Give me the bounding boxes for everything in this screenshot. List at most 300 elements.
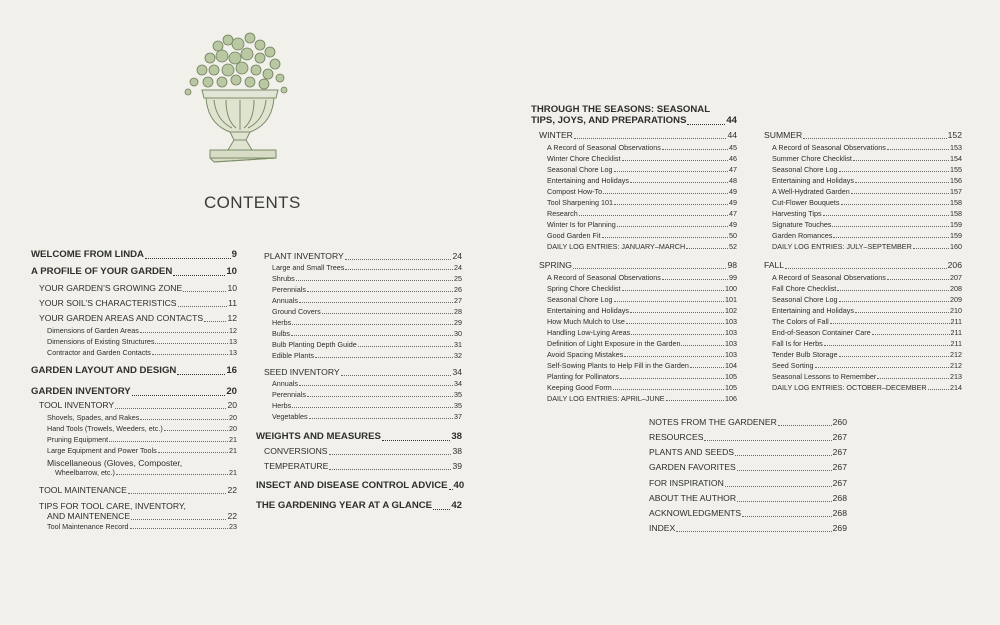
dot-leader — [839, 301, 949, 302]
toc-entry-your-soil-s-characteristics[interactable] — [39, 299, 237, 308]
toc-page-number: 160 — [950, 242, 962, 251]
toc-entry-title: Herbs — [272, 318, 292, 327]
toc-entry-winter-is-for-planning[interactable] — [547, 221, 737, 228]
toc-entry-title: Harvesting Tips — [772, 209, 822, 218]
dot-leader — [614, 301, 724, 302]
toc-entry-title: DAILY LOG ENTRIES: JANUARY–MARCH — [547, 242, 686, 251]
toc-entry-title: Edible Plants — [272, 351, 314, 360]
toc-page-number: 155 — [950, 165, 962, 174]
toc-entry-seasonal-chore-log[interactable] — [547, 166, 737, 173]
toc-page-number: 159 — [950, 231, 962, 240]
toc-entry-garden-layout-and-design[interactable] — [31, 366, 237, 376]
toc-entry-planting-for-pollinators[interactable] — [547, 373, 737, 380]
dot-leader — [309, 418, 453, 419]
toc-entry-garden-inventory[interactable] — [31, 387, 237, 397]
toc-page-number: 10 — [227, 283, 237, 293]
toc-entry-research[interactable] — [547, 210, 737, 217]
toc-entry-title: GARDEN INVENTORY — [31, 386, 131, 397]
toc-page-number: 22 — [227, 485, 237, 495]
toc-entry-harvesting-tips[interactable] — [772, 210, 962, 217]
toc-entry-conversions[interactable] — [264, 447, 462, 456]
toc-entry-title: Dimensions of Existing Structures — [47, 337, 155, 346]
toc-entry-daily-log-entries-april-june[interactable] — [547, 395, 737, 402]
toc-entry-title: Seasonal Chore Log — [547, 165, 613, 174]
toc-page-number: 212 — [950, 350, 962, 359]
toc-entry-title: Summer Chore Checklist — [772, 154, 852, 163]
toc-entry-title: Contractor and Garden Contacts — [47, 348, 151, 357]
dot-leader — [662, 279, 728, 280]
toc-page-number: 103 — [725, 317, 737, 326]
toc-entry-tool-maintenance-record[interactable] — [47, 523, 237, 530]
toc-page-number: 20 — [229, 424, 237, 433]
dot-leader — [617, 226, 728, 227]
dot-leader — [115, 408, 226, 409]
toc-entry-title: CONVERSIONS — [264, 446, 328, 456]
toc-entry-acknowledgments[interactable] — [649, 509, 847, 518]
dot-leader — [204, 321, 226, 322]
toc-page-number: 11 — [228, 298, 237, 308]
toc-page-number: 268 — [832, 493, 847, 503]
toc-entry-title: A PROFILE OF YOUR GARDEN — [31, 266, 173, 277]
dot-leader — [613, 389, 724, 390]
dot-leader — [725, 486, 832, 487]
dot-leader — [676, 531, 831, 532]
toc-entry-title: YOUR GARDEN AREAS AND CONTACTS — [39, 313, 204, 323]
toc-entry-seasonal-chore-log[interactable] — [547, 296, 737, 303]
toc-entry-title: A Record of Seasonal Observations — [772, 273, 886, 282]
toc-page-number: 268 — [832, 508, 847, 518]
dot-leader — [833, 237, 949, 238]
toc-entry-wheelbarrow-etc[interactable] — [55, 469, 237, 476]
toc-entry-a-record-of-seasonal-observations[interactable] — [547, 144, 737, 151]
flower-urn-icon — [180, 28, 300, 170]
toc-page-number: 34 — [454, 379, 462, 388]
toc-page-number: 212 — [950, 361, 962, 370]
toc-entry-winter[interactable] — [539, 131, 737, 140]
dot-leader — [140, 332, 228, 333]
dot-leader — [574, 138, 727, 139]
toc-entry-plant-inventory[interactable] — [264, 252, 462, 261]
toc-entry-title: TEMPERATURE — [264, 461, 329, 471]
toc-page-number: 35 — [454, 401, 462, 410]
toc-entry-daily-log-entries-january-march[interactable] — [547, 243, 737, 250]
dot-leader — [128, 493, 227, 494]
toc-page-number: 50 — [729, 231, 737, 240]
toc-entry-resources[interactable] — [649, 433, 847, 442]
toc-page-number: 157 — [950, 187, 962, 196]
dot-leader — [855, 312, 949, 313]
toc-entry-fall-is-for-herbs[interactable] — [772, 340, 962, 347]
toc-entry-pruning-equipment[interactable] — [47, 436, 237, 443]
dot-leader — [737, 470, 832, 471]
toc-entry-and-maintenence[interactable] — [47, 512, 237, 521]
toc-entry-hand-tools-trowels-weeders-etc[interactable] — [47, 425, 237, 432]
toc-entry-title: Fall Is for Herbs — [772, 339, 823, 348]
toc-page-number: 154 — [950, 154, 962, 163]
toc-entry-title: NOTES FROM THE GARDENER — [649, 417, 777, 427]
toc-page-number: 99 — [729, 273, 737, 282]
toc-entry-shrubs[interactable] — [272, 275, 462, 282]
toc-entry-shovels-spades-and-rakes[interactable] — [47, 414, 237, 421]
toc-entry-tender-bulb-storage[interactable] — [772, 351, 962, 358]
toc-page-number: 206 — [947, 260, 962, 270]
dot-leader — [855, 182, 949, 183]
dot-leader — [785, 268, 947, 269]
toc-entry-title: Seasonal Lessons to Remember — [772, 372, 877, 381]
toc-entry-a-profile-of-your-garden[interactable] — [31, 267, 237, 277]
toc-page-number: 32 — [454, 351, 462, 360]
toc-page-number: 26 — [454, 285, 462, 294]
dot-leader — [687, 124, 725, 125]
toc-entry-edible-plants[interactable] — [272, 352, 462, 359]
toc-entry-title: WINTER — [539, 130, 573, 140]
page-title: CONTENTS — [204, 193, 301, 212]
toc-page-number: 153 — [950, 143, 962, 152]
toc-page-number: 30 — [454, 329, 462, 338]
toc-entry-title: DAILY LOG ENTRIES: APRIL–JUNE — [547, 394, 665, 403]
toc-entry-annuals[interactable] — [272, 297, 462, 304]
toc-entry-title: DAILY LOG ENTRIES: JULY–SEPTEMBER — [772, 242, 912, 251]
toc-entry-your-garden-areas-and-contacts[interactable] — [39, 314, 237, 323]
dot-leader — [887, 279, 949, 280]
dot-leader — [622, 160, 729, 161]
toc-page-number: 42 — [451, 500, 462, 511]
toc-entry-fall-chore-checklist[interactable] — [772, 285, 962, 292]
toc-page-number: 106 — [725, 394, 737, 403]
toc-entry-keeping-good-form[interactable] — [547, 384, 737, 391]
toc-page-number: 34 — [452, 367, 462, 377]
toc-entry-title: Vegetables — [272, 412, 308, 421]
toc-page-number: 156 — [950, 176, 962, 185]
toc-page-number: 44 — [727, 130, 737, 140]
toc-entry-title: How Much Mulch to Use — [547, 317, 625, 326]
toc-page-number: 35 — [454, 390, 462, 399]
toc-entry-herbs[interactable] — [272, 402, 462, 409]
toc-entry-title: Pruning Equipment — [47, 435, 109, 444]
toc-entry-summer-chore-checklist[interactable] — [772, 155, 962, 162]
toc-entry-self-sowing-plants-to-help-fill-in-the-g[interactable] — [547, 362, 737, 369]
toc-page-number: 12 — [227, 313, 237, 323]
toc-entry-title: WELCOME FROM LINDA — [31, 249, 144, 260]
toc-entry-garden-favorites[interactable] — [649, 463, 847, 472]
toc-entry-fall[interactable] — [764, 261, 962, 270]
toc-entry-title-line1: Miscellaneous (Gloves, Composter, — [47, 458, 183, 468]
toc-page-number: 21 — [229, 468, 237, 477]
dot-leader — [382, 440, 450, 441]
toc-page-number: 38 — [452, 446, 462, 456]
toc-entry-perennials[interactable] — [272, 286, 462, 293]
toc-page-number: 158 — [950, 209, 962, 218]
dot-leader — [624, 356, 724, 357]
toc-entry-title: YOUR SOIL’S CHARACTERISTICS — [39, 298, 177, 308]
toc-page-number: 103 — [725, 339, 737, 348]
toc-entry-title: Cut-Flower Bouquets — [772, 198, 840, 207]
toc-entry-title: WEIGHTS AND MEASURES — [256, 431, 381, 442]
toc-entry-title: FALL — [764, 260, 785, 270]
toc-entry-daily-log-entries-july-september[interactable] — [772, 243, 962, 250]
toc-entry-index[interactable] — [649, 524, 847, 533]
toc-entry-title: Self-Sowing Plants to Help Fill in the Garden — [547, 361, 689, 370]
dot-leader — [296, 280, 453, 281]
toc-entry-large-and-small-trees[interactable] — [272, 264, 462, 271]
toc-entry-for-inspiration[interactable] — [649, 479, 847, 488]
toc-entry-winter-chore-checklist[interactable] — [547, 155, 737, 162]
toc-entry-title: Seasonal Chore Log — [547, 295, 613, 304]
toc-page-number: 103 — [725, 350, 737, 359]
toc-entry-the-colors-of-fall[interactable] — [772, 318, 962, 325]
toc-page-number: 23 — [229, 522, 237, 531]
dot-leader — [341, 375, 452, 376]
dot-leader — [329, 454, 452, 455]
dot-leader — [140, 419, 228, 420]
toc-entry-title: Planting for Pollinators — [547, 372, 619, 381]
toc-page-number: 267 — [832, 462, 847, 472]
toc-page-number: 21 — [229, 435, 237, 444]
toc-entry-dimensions-of-existing-structures[interactable] — [47, 338, 237, 345]
toc-entry-seasonal-chore-log[interactable] — [772, 166, 962, 173]
toc-entry-tips-joys-and-preparations[interactable] — [531, 116, 737, 126]
toc-entry-title: Seed Sorting — [772, 361, 814, 370]
toc-page-number: 158 — [950, 198, 962, 207]
toc-entry-a-record-of-seasonal-observations[interactable] — [772, 144, 962, 151]
toc-entry-title: Annuals — [272, 379, 298, 388]
toc-entry-title: Dimensions of Garden Areas — [47, 326, 139, 335]
toc-entry-ground-covers[interactable] — [272, 308, 462, 315]
toc-entry-contractor-and-garden-contacts[interactable] — [47, 349, 237, 356]
toc-page-number: 98 — [727, 260, 737, 270]
toc-entry-title: PLANTS AND SEEDS — [649, 447, 735, 457]
toc-page-number: 267 — [832, 478, 847, 488]
dot-leader — [690, 367, 724, 368]
dot-leader — [620, 378, 724, 379]
dot-leader — [299, 302, 453, 303]
toc-entry-title: Perennials — [272, 390, 306, 399]
dot-leader — [823, 215, 949, 216]
toc-entry-about-the-author[interactable] — [649, 494, 847, 503]
toc-entry-plants-and-seeds[interactable] — [649, 448, 847, 457]
toc-entry-summer[interactable] — [764, 131, 962, 140]
toc-entry-vegetables[interactable] — [272, 413, 462, 420]
dot-leader — [887, 149, 949, 150]
toc-entry-spring-chore-checklist[interactable] — [547, 285, 737, 292]
toc-page-number: 105 — [725, 372, 737, 381]
toc-page-number: 46 — [729, 154, 737, 163]
toc-entry-title: TOOL MAINTENANCE — [39, 485, 127, 495]
toc-entry-entertaining-and-holidays[interactable] — [772, 307, 962, 314]
toc-entry-compost-how-to[interactable] — [547, 188, 737, 195]
toc-entry-title: Winter Is for Planning — [547, 220, 616, 229]
toc-entry-title: Annuals — [272, 296, 298, 305]
toc-page-number: 20 — [226, 386, 237, 397]
toc-page-number: 24 — [454, 263, 462, 272]
dot-leader — [630, 182, 728, 183]
toc-entry-welcome-from-linda[interactable] — [31, 250, 237, 260]
toc-entry-title: The Colors of Fall — [772, 317, 829, 326]
toc-entry-spring[interactable] — [539, 261, 737, 270]
toc-entry-title: SUMMER — [764, 130, 803, 140]
toc-entry-title: Large Equipment and Power Tools — [47, 446, 157, 455]
toc-entry-end-of-season-container-care[interactable] — [772, 329, 962, 336]
toc-entry-title: Bulb Planting Depth Guide — [272, 340, 357, 349]
toc-page-number: 24 — [452, 251, 462, 261]
toc-entry-title: Good Garden Fit — [547, 231, 601, 240]
toc-page-number: 44 — [726, 115, 737, 126]
toc-page-number: 208 — [950, 284, 962, 293]
dot-leader — [830, 323, 950, 324]
toc-entry-seed-sorting[interactable] — [772, 362, 962, 369]
dot-leader — [737, 501, 832, 502]
toc-entry-signature-touches[interactable] — [772, 221, 962, 228]
dot-leader — [877, 378, 949, 379]
toc-page-number: 207 — [950, 273, 962, 282]
dot-leader — [666, 400, 724, 401]
dot-leader — [177, 374, 225, 375]
toc-entry-weights-and-measures[interactable] — [256, 432, 462, 442]
toc-entry-title: INSECT AND DISEASE CONTROL ADVICE — [256, 480, 448, 491]
toc-entry-garden-romances[interactable] — [772, 232, 962, 239]
toc-entry-daily-log-entries-october-december[interactable] — [772, 384, 962, 391]
toc-entry-entertaining-and-holidays[interactable] — [772, 177, 962, 184]
toc-entry-title: Ground Covers — [272, 307, 321, 316]
toc-entry-handling-low-lying-areas[interactable] — [547, 329, 737, 336]
toc-page-number: 10 — [226, 266, 237, 277]
toc-entry-annuals[interactable] — [272, 380, 462, 387]
dot-leader — [839, 171, 949, 172]
dot-leader — [815, 367, 949, 368]
toc-page-number: 267 — [832, 432, 847, 442]
toc-entry-tool-maintenance[interactable] — [39, 486, 237, 495]
toc-entry-good-garden-fit[interactable] — [547, 232, 737, 239]
dot-leader — [602, 237, 728, 238]
toc-entry-temperature[interactable] — [264, 462, 462, 471]
toc-entry-title: RESOURCES — [649, 432, 704, 442]
toc-entry-title: Research — [547, 209, 578, 218]
toc-entry-cut-flower-bouquets[interactable] — [772, 199, 962, 206]
toc-entry-seed-inventory[interactable] — [264, 368, 462, 377]
dot-leader — [851, 193, 949, 194]
dot-leader — [178, 306, 228, 307]
dot-leader — [603, 193, 728, 194]
toc-entry-title: Entertaining and Holidays — [772, 306, 854, 315]
toc-page-number: 27 — [454, 296, 462, 305]
dot-leader — [704, 440, 831, 441]
toc-page-number: 260 — [832, 417, 847, 427]
toc-entry-dimensions-of-garden-areas[interactable] — [47, 327, 237, 334]
toc-page-number: 211 — [950, 328, 962, 337]
toc-page-number: 28 — [454, 307, 462, 316]
toc-page-number: 209 — [950, 295, 962, 304]
dot-leader — [358, 346, 453, 347]
toc-entry-title: Winter Chore Checklist — [547, 154, 621, 163]
toc-entry-seasonal-chore-log[interactable] — [772, 296, 962, 303]
dot-leader — [662, 149, 728, 150]
toc-entry-large-equipment-and-power-tools[interactable] — [47, 447, 237, 454]
toc-entry-title: Handling Low-Lying Areas — [547, 328, 631, 337]
toc-entry-title: Shovels, Spades, and Rakes — [47, 413, 140, 422]
toc-entry-definition-of-light-exposure-in-the-gard[interactable] — [547, 340, 737, 347]
toc-entry-a-record-of-seasonal-observations[interactable] — [772, 274, 962, 281]
toc-entry-entertaining-and-holidays[interactable] — [547, 307, 737, 314]
toc-entry-how-much-mulch-to-use[interactable] — [547, 318, 737, 325]
toc-entry-title: Spring Chore Checklist — [547, 284, 621, 293]
dot-leader — [292, 324, 453, 325]
dot-leader — [626, 323, 724, 324]
toc-page-number: 102 — [725, 306, 737, 315]
dot-leader — [681, 345, 724, 346]
toc-entry-your-garden-s-growing-zone[interactable] — [39, 284, 237, 293]
toc-entry-title: End-of-Season Container Care — [772, 328, 871, 337]
toc-entry-the-gardening-year-at-a-glance[interactable] — [256, 501, 462, 511]
toc-page-number: 37 — [454, 412, 462, 421]
dot-leader — [345, 259, 452, 260]
dot-leader — [292, 407, 453, 408]
dot-leader — [614, 204, 728, 205]
toc-entry-avoid-spacing-mistakes[interactable] — [547, 351, 737, 358]
toc-page-number: 100 — [725, 284, 737, 293]
toc-entry-title: A Record of Seasonal Observations — [547, 143, 661, 152]
toc-entry-title: Tender Bulb Storage — [772, 350, 838, 359]
toc-entry-title: Bulbs — [272, 329, 290, 338]
toc-entry-a-well-hydrated-garden[interactable] — [772, 188, 962, 195]
dot-leader — [630, 312, 724, 313]
toc-entry-title: A Record of Seasonal Observations — [772, 143, 886, 152]
toc-page-number: 214 — [950, 383, 962, 392]
toc-entry-title: GARDEN LAYOUT AND DESIGN — [31, 365, 177, 376]
toc-seasons-heading-line1: THROUGH THE SEASONS: SEASONAL — [531, 104, 711, 115]
dot-leader — [579, 215, 728, 216]
dot-leader — [158, 452, 228, 453]
toc-entry-title: Entertaining and Holidays — [772, 176, 854, 185]
toc-page-number: 210 — [950, 306, 962, 315]
dot-leader — [839, 356, 949, 357]
dot-leader — [152, 354, 228, 355]
toc-page-number: 12 — [229, 326, 237, 335]
toc-entry-bulb-planting-depth-guide[interactable] — [272, 341, 462, 348]
dot-leader — [322, 313, 453, 314]
dot-leader — [622, 290, 724, 291]
toc-entry-title: AND MAINTENENCE — [47, 511, 131, 521]
toc-page-number: 38 — [451, 431, 462, 442]
toc-entry-entertaining-and-holidays[interactable] — [547, 177, 737, 184]
dot-leader — [841, 204, 949, 205]
toc-entry-seasonal-lessons-to-remember[interactable] — [772, 373, 962, 380]
toc-page-number: 49 — [729, 187, 737, 196]
dot-leader — [173, 275, 225, 276]
toc-entry-title: Seasonal Chore Log — [772, 165, 838, 174]
toc-entry-tool-sharpening-101[interactable] — [547, 199, 737, 206]
toc-entry-a-record-of-seasonal-observations[interactable] — [547, 274, 737, 281]
dot-leader — [837, 290, 949, 291]
dot-leader — [449, 489, 453, 490]
toc-page-number: 213 — [950, 372, 962, 381]
toc-entry-title: INDEX — [649, 523, 676, 533]
toc-entry-bulbs[interactable] — [272, 330, 462, 337]
dot-leader — [116, 474, 228, 475]
toc-page-number: 40 — [453, 480, 465, 491]
toc-page-number: 49 — [729, 220, 737, 229]
dot-leader — [291, 335, 453, 336]
toc-entry-herbs[interactable] — [272, 319, 462, 326]
toc-page-number: 269 — [832, 523, 847, 533]
toc-entry-perennials[interactable] — [272, 391, 462, 398]
toc-entry-tool-inventory[interactable] — [39, 401, 237, 410]
dot-leader — [164, 430, 228, 431]
toc-page-number: 211 — [950, 317, 962, 326]
toc-entry-insect-and-disease-control-advice[interactable] — [256, 480, 465, 491]
toc-entry-notes-from-the-gardener[interactable] — [649, 418, 847, 427]
toc-entry-title: Hand Tools (Trowels, Weeders, etc.) — [47, 424, 163, 433]
toc-entry-title: Entertaining and Holidays — [547, 176, 629, 185]
